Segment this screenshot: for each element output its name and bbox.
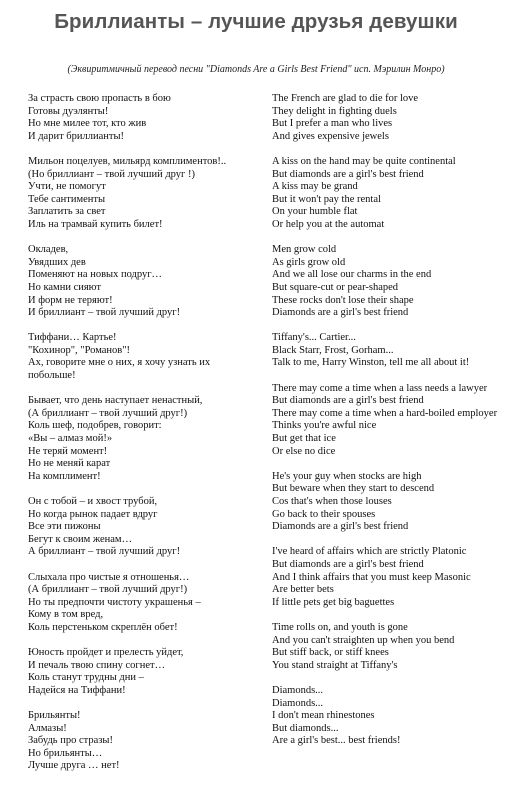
lyric-line: Мильон поцелуев, мильярд комплиментов!.. <box>28 155 227 167</box>
lyric-line: Talk to me, Harry Winston, tell me all about it! <box>272 357 470 369</box>
lyric-line: "Кохинор", "Романов"! <box>28 344 131 356</box>
lyric-line: А бриллиант – твой лучший друг! <box>28 546 181 558</box>
lyric-line: But beware when they start to descend <box>272 483 435 495</box>
lyric-line: If little pets get big baguettes <box>272 596 395 608</box>
lyric-line: But get that ice <box>272 433 336 445</box>
lyric-line: За страсть свою пропасть в бою <box>28 93 171 104</box>
stanza <box>28 93 248 143</box>
lyric-line: These rocks don't lose their shape <box>272 294 414 306</box>
lyric-line: Diamonds... <box>272 684 324 696</box>
lyric-line: But square-cut or pear-shaped <box>272 281 399 293</box>
lyric-line: Но ты предпочти чистоту украшенья – <box>28 596 201 608</box>
lyric-line: На комплимент! <box>28 470 101 482</box>
stanza <box>272 93 508 143</box>
english-lyrics-column <box>272 93 508 760</box>
lyric-line: Тебе сантименты <box>28 193 106 205</box>
lyric-line: Не теряй момент! <box>28 445 108 457</box>
lyric-line: You stand straight at Tiffany's <box>272 659 398 671</box>
lyric-line: Слыхала про чистые я отношенья… <box>28 571 190 583</box>
lyric-line: But stiff back, or stiff knees <box>272 647 389 659</box>
lyric-line: Но не меняй карат <box>28 458 111 470</box>
stanza <box>28 244 248 320</box>
lyric-line: There may come a time when a hard-boiled employer <box>272 407 498 419</box>
lyric-line: A kiss may be grand <box>272 181 358 193</box>
lyric-line: Но когда рынок падает вдруг <box>28 508 158 520</box>
lyric-line: И дарит бриллианты! <box>28 130 125 142</box>
lyric-line: Заплатить за свет <box>28 206 106 218</box>
lyric-line: The French are glad to die for love <box>272 93 419 104</box>
stanza <box>272 471 508 534</box>
lyric-line: Алмазы! <box>28 722 67 734</box>
lyric-line: Коль перстеньком скреплён обет! <box>28 621 178 633</box>
lyric-line: И печаль твою спину согнет… <box>28 659 166 671</box>
lyric-line: Thinks you're awful nice <box>272 420 377 432</box>
lyric-line: He's your guy when stocks are high <box>272 470 422 482</box>
lyric-line: They delight in fighting duels <box>272 105 397 117</box>
lyric-line: Все эти пижоны <box>28 521 101 533</box>
lyric-line: И бриллиант – твой лучший друг! <box>28 307 181 319</box>
lyric-line: Tiffany's... Cartier... <box>272 332 356 344</box>
lyric-line: But it won't pay the rental <box>272 193 381 205</box>
russian-lyrics-column <box>28 93 248 786</box>
lyric-line: And I think affairs that you must keep Masonic <box>272 571 471 583</box>
lyric-line: Лучше друга … нет! <box>28 760 120 772</box>
lyric-line: Коль станут трудны дни – <box>28 672 144 684</box>
lyric-line: Поменяют на новых подруг… <box>28 269 163 281</box>
lyric-line: Забудь про стразы! <box>28 735 113 747</box>
lyric-line: And we all lose our charms in the end <box>272 269 432 281</box>
lyric-line: Коль шеф, подобрев, говорит: <box>28 420 162 432</box>
stanza <box>28 647 248 697</box>
lyric-line: (А бриллиант – твой лучший друг!) <box>28 584 188 596</box>
lyric-line: But I prefer a man who lives <box>272 118 393 130</box>
stanza <box>272 383 508 459</box>
stanza <box>28 395 248 483</box>
lyric-line: As girls grow old <box>272 256 346 268</box>
lyric-line: Ах, говорите мне о них, я хочу узнать их побольше! <box>28 357 211 382</box>
lyric-line: Time rolls on, and youth is gone <box>272 621 408 633</box>
lyric-line: Учти, не помогут <box>28 181 106 193</box>
lyric-line: But diamonds are a girl's best friend <box>272 395 424 407</box>
lyric-line: And you can't straighten up when you bend <box>272 634 455 646</box>
lyric-line: A kiss on the hand may be quite continental <box>272 155 456 167</box>
lyric-line: (А бриллиант – твой лучший друг!) <box>28 407 188 419</box>
lyric-line: Надейся на Тиффани! <box>28 684 126 696</box>
lyric-line: Go back to their spouses <box>272 508 376 520</box>
lyric-line: Тиффани… Картье! <box>28 332 117 344</box>
lyric-line: But diamonds... <box>272 722 339 734</box>
lyric-line: «Вы – алмаз мой!» <box>28 433 113 445</box>
lyric-line: (Но бриллиант – твой лучший друг !) <box>28 168 195 180</box>
lyric-line: Or else no dice <box>272 445 336 457</box>
stanza <box>28 572 248 635</box>
page-title: Бриллианты – лучшие друзья девушки <box>54 10 458 33</box>
lyric-line: Брильянты! <box>28 710 81 722</box>
lyric-line: Are better bets <box>272 584 334 596</box>
stanza <box>28 710 248 773</box>
lyric-line: Кому в том вред, <box>28 609 104 621</box>
stanza <box>272 685 508 748</box>
lyric-line: But diamonds are a girl's best friend <box>272 558 424 570</box>
page-subtitle: (Эквиритмичный перевод песни "Diamonds Are a Girls Best Friend" исп. Мэрилин Монро) <box>67 64 445 75</box>
stanza <box>272 244 508 320</box>
lyric-line: Diamonds are a girl's best friend <box>272 307 409 319</box>
stanza <box>272 156 508 232</box>
lyric-line: Diamonds are a girl's best friend <box>272 521 409 533</box>
lyric-line: Готовы дуэлянты! <box>28 105 109 117</box>
lyric-line: Diamonds... <box>272 697 324 709</box>
stanza <box>28 332 248 382</box>
stanza <box>272 332 508 370</box>
lyric-line: Но брильянты… <box>28 747 103 759</box>
lyric-line: Окладев, <box>28 244 69 256</box>
lyric-line: Он с тобой – и хвост трубой, <box>28 496 158 507</box>
lyric-line: Бывает, что день наступает ненастный, <box>28 395 203 407</box>
lyric-line: Юность пройдет и прелесть уйдет, <box>28 647 184 659</box>
stanza <box>272 546 508 609</box>
lyric-line: I don't mean rhinestones <box>272 710 375 722</box>
stanza <box>28 496 248 559</box>
lyric-line: Иль на трамвай купить билет! <box>28 218 163 230</box>
lyric-line: Are a girl's best... best friends! <box>272 735 401 747</box>
lyric-line: Но мне милее тот, кто жив <box>28 118 147 130</box>
lyric-line: There may come a time when a lass needs a lawyer <box>272 382 488 394</box>
lyric-line: I've heard of affairs which are strictly Platonic <box>272 546 467 558</box>
lyric-line: And gives expensive jewels <box>272 130 389 142</box>
lyric-line: Cos that's when those louses <box>272 496 392 507</box>
lyric-line: Но камни сияют <box>28 281 101 293</box>
lyric-line: Or help you at the automat <box>272 218 385 230</box>
lyric-line: Увядших дев <box>28 256 86 268</box>
lyric-line: On your humble flat <box>272 206 358 218</box>
lyric-line: But diamonds are a girl's best friend <box>272 168 424 180</box>
lyric-line: И форм не теряют! <box>28 294 113 306</box>
lyric-line: Black Starr, Frost, Gorham... <box>272 344 394 356</box>
stanza <box>272 622 508 672</box>
stanza <box>28 156 248 232</box>
lyric-line: Бегут к своим женам… <box>28 533 133 545</box>
lyric-line: Men grow cold <box>272 244 337 256</box>
